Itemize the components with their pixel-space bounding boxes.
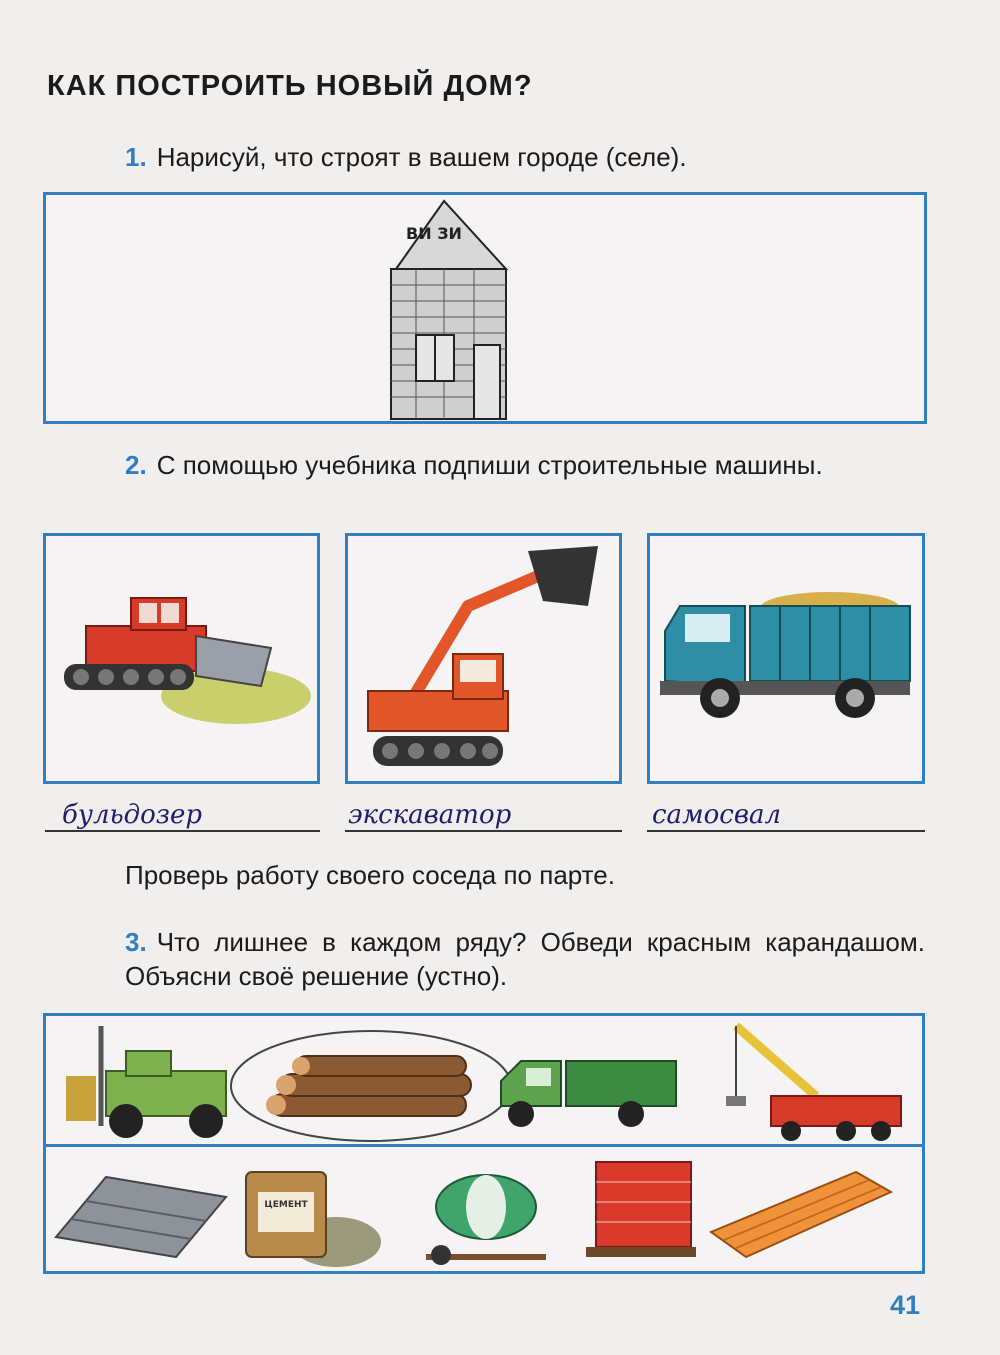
answer-line-1[interactable] — [45, 830, 320, 832]
answer-line-2[interactable] — [345, 830, 622, 832]
cement-bag-icon[interactable] — [246, 1172, 381, 1267]
task-1 — [125, 140, 925, 174]
machine-card-1 — [43, 533, 320, 784]
answer-line-3[interactable] — [647, 830, 925, 832]
cement-label: ЦЕМЕНТ — [264, 1200, 308, 1210]
row-2 — [43, 1144, 925, 1274]
task-1-number: 1. — [125, 142, 147, 172]
slate-sheets-icon[interactable] — [56, 1177, 226, 1257]
logs-icon[interactable] — [231, 1031, 511, 1141]
machine-card-2 — [345, 533, 622, 784]
bricks-icon[interactable] — [586, 1162, 696, 1257]
house-sign: ВИ ЗИ — [406, 224, 462, 243]
page-title: КАК ПОСТРОИТЬ НОВЫЙ ДОМ? — [47, 70, 533, 102]
forklift-icon[interactable] — [66, 1026, 226, 1138]
task-1-text: Нарисуй, что строят в вашем городе (селе). — [156, 142, 687, 172]
truck-icon[interactable] — [501, 1061, 676, 1127]
answer-2: экскаватор — [348, 800, 512, 830]
dump-truck-icon — [650, 536, 922, 781]
answer-3: самосвал — [652, 800, 782, 830]
page-number: 41 — [889, 1290, 920, 1320]
answer-1: бульдозер — [62, 800, 203, 830]
check-instruction: Проверь работу своего соседа по парте. — [125, 860, 615, 890]
house-drawing — [46, 195, 924, 421]
row-1 — [43, 1013, 925, 1147]
excavator-icon — [348, 536, 619, 781]
task-2-number: 2. — [125, 450, 147, 480]
boards-icon[interactable] — [711, 1172, 891, 1257]
task-3-text: Что лишнее в каждом ряду? Обведи красным карандашом. Объясни своё решение (устно). — [125, 927, 925, 991]
drawing-box[interactable] — [43, 192, 927, 424]
task-2-text: С помощью учебника подпиши строительные машины. — [156, 450, 823, 480]
task-3 — [125, 925, 925, 993]
task-3-number: 3. — [125, 927, 147, 957]
house-door — [474, 345, 500, 419]
task-2 — [125, 448, 925, 482]
bulldozer-icon — [46, 536, 317, 781]
concrete-mixer-icon[interactable] — [426, 1175, 546, 1265]
machine-card-3 — [647, 533, 925, 784]
crane-truck-icon[interactable] — [726, 1026, 901, 1141]
